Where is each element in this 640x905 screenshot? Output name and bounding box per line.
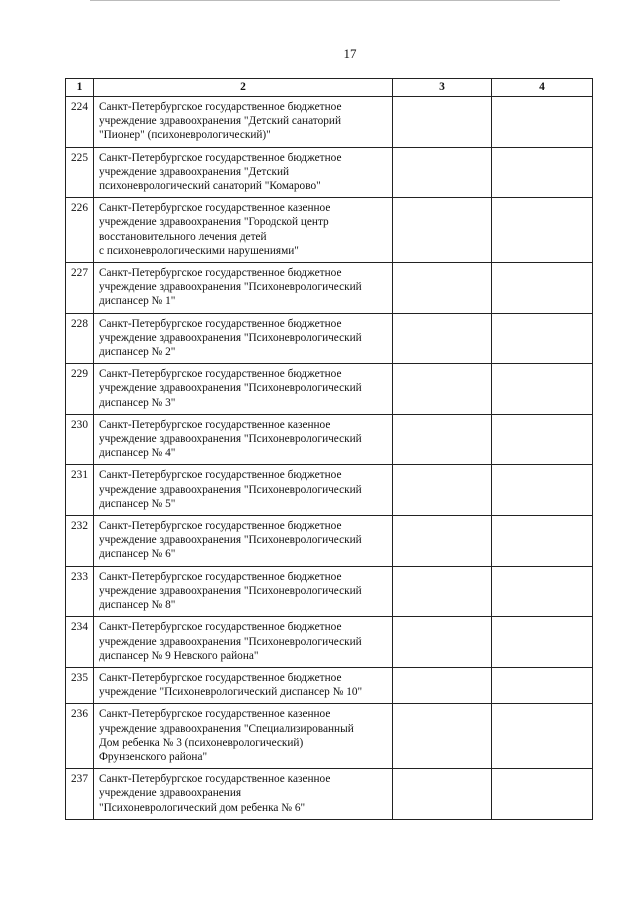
institution-name-line: учреждение здравоохранения "Городской центр xyxy=(99,216,329,229)
row-number: 228 xyxy=(66,313,94,364)
column-4-cell xyxy=(492,516,593,567)
institution-name-line: диспансер № 2" xyxy=(99,346,176,359)
table-row xyxy=(66,414,593,465)
column-3-cell xyxy=(393,198,492,263)
institution-name xyxy=(94,769,393,820)
column-3-cell xyxy=(393,414,492,465)
table-body xyxy=(66,97,593,820)
institution-name-line: учреждение здравоохранения "Детский санаторий xyxy=(99,115,341,128)
institution-name-line: диспансер № 5" xyxy=(99,497,176,510)
column-header-2: 2 xyxy=(94,79,393,97)
institution-name-line: Санкт-Петербургское государственное бюджетное xyxy=(99,520,342,533)
column-3-cell xyxy=(393,465,492,516)
institution-name-line: психоневрологический санаторий "Комарово" xyxy=(99,180,321,193)
column-4-cell xyxy=(492,414,593,465)
institution-name-line: Санкт-Петербургское государственное бюджетное xyxy=(99,621,342,634)
institution-name-line: диспансер № 4" xyxy=(99,447,176,460)
institution-name-line: диспансер № 9 Невского района" xyxy=(99,649,259,662)
institution-name-line: Санкт-Петербургское государственное бюджетное xyxy=(99,267,342,280)
institution-name-line: учреждение здравоохранения "Психоневрологический xyxy=(99,382,362,395)
column-4-cell xyxy=(492,313,593,364)
institution-name-line: Санкт-Петербургское государственное бюджетное xyxy=(99,671,342,684)
table-row xyxy=(66,769,593,820)
institution-name xyxy=(94,667,393,703)
institution-name-line: учреждение здравоохранения "Специализированный xyxy=(99,722,354,735)
column-header-4: 4 xyxy=(492,79,593,97)
page-number: 17 xyxy=(343,46,357,61)
institution-name-line: Санкт-Петербургское государственное бюджетное xyxy=(99,570,342,583)
table-row xyxy=(66,516,593,567)
institution-name-line: Санкт-Петербургское государственное казенное xyxy=(99,708,331,721)
table-row xyxy=(66,617,593,668)
institution-name-line: "Психоневрологический дом ребенка № 6" xyxy=(99,801,306,814)
table-row xyxy=(66,704,593,769)
table-row xyxy=(66,97,593,148)
institution-name-line: учреждение здравоохранения "Психоневрологический xyxy=(99,534,362,547)
column-3-cell xyxy=(393,617,492,668)
row-number: 226 xyxy=(66,198,94,263)
institution-name-line: учреждение "Психоневрологический диспансер № 10" xyxy=(99,686,363,699)
institution-name-line: учреждение здравоохранения xyxy=(99,787,242,800)
institution-name-line: диспансер № 8" xyxy=(99,599,176,612)
column-3-cell xyxy=(393,97,492,148)
table-row xyxy=(66,566,593,617)
institution-name-line: Санкт-Петербургское государственное казенное xyxy=(99,202,331,215)
row-number: 234 xyxy=(66,617,94,668)
scan-top-edge xyxy=(90,0,560,3)
institution-name xyxy=(94,566,393,617)
table-row xyxy=(66,198,593,263)
row-number: 236 xyxy=(66,704,94,769)
table-header-row xyxy=(66,79,593,97)
row-number: 235 xyxy=(66,667,94,703)
institution-name-line: диспансер № 1" xyxy=(99,295,176,308)
column-4-cell xyxy=(492,704,593,769)
institution-name-line: диспансер № 6" xyxy=(99,548,176,561)
row-number: 233 xyxy=(66,566,94,617)
institution-name-line: Санкт-Петербургское государственное казенное xyxy=(99,418,331,431)
table-row xyxy=(66,263,593,314)
column-4-cell xyxy=(492,769,593,820)
institution-name xyxy=(94,465,393,516)
table-row xyxy=(66,313,593,364)
column-3-cell xyxy=(393,769,492,820)
column-4-cell xyxy=(492,617,593,668)
row-number: 227 xyxy=(66,263,94,314)
institution-name-line: Дом ребенка № 3 (психоневрологический) xyxy=(99,736,304,749)
column-3-cell xyxy=(393,147,492,198)
row-number: 232 xyxy=(66,516,94,567)
institution-name xyxy=(94,364,393,415)
institution-name-line: Санкт-Петербургское государственное бюджетное xyxy=(99,469,342,482)
column-3-cell xyxy=(393,263,492,314)
column-3-cell xyxy=(393,704,492,769)
institution-name-line: Санкт-Петербургское государственное бюджетное xyxy=(99,101,342,113)
institution-name xyxy=(94,97,393,148)
column-3-cell xyxy=(393,667,492,703)
institution-name xyxy=(94,516,393,567)
row-number: 224 xyxy=(66,97,94,148)
institution-name-line: учреждение здравоохранения "Психоневрологический xyxy=(99,331,362,344)
column-3-cell xyxy=(393,566,492,617)
table-row xyxy=(66,667,593,703)
institution-name-line: Санкт-Петербургское государственное бюджетное xyxy=(99,151,342,164)
institution-name-line: "Пионер" (психоневрологический)" xyxy=(99,129,271,142)
column-4-cell xyxy=(492,364,593,415)
row-number: 230 xyxy=(66,414,94,465)
institution-name-line: учреждение здравоохранения "Психоневрологический xyxy=(99,281,362,294)
institution-name-line: Санкт-Петербургское государственное бюджетное xyxy=(99,317,342,330)
row-number: 237 xyxy=(66,769,94,820)
institution-name-line: восстановительного лечения детей xyxy=(99,230,267,243)
institution-name xyxy=(94,617,393,668)
column-header-3: 3 xyxy=(393,79,492,97)
institution-name-line: Фрунзенского района" xyxy=(99,750,208,763)
institution-name xyxy=(94,263,393,314)
column-4-cell xyxy=(492,97,593,148)
institution-name xyxy=(94,147,393,198)
institution-name xyxy=(94,313,393,364)
column-3-cell xyxy=(393,364,492,415)
institution-name-line: учреждение здравоохранения "Психоневрологический xyxy=(99,433,362,446)
table-row xyxy=(66,364,593,415)
row-number: 225 xyxy=(66,147,94,198)
institution-name-line: диспансер № 3" xyxy=(99,396,176,409)
column-3-cell xyxy=(393,313,492,364)
table-row xyxy=(66,465,593,516)
institution-name-line: учреждение здравоохранения "Психоневрологический xyxy=(99,483,362,496)
row-number: 231 xyxy=(66,465,94,516)
institution-name-line: учреждение здравоохранения "Детский xyxy=(99,165,290,178)
column-4-cell xyxy=(492,566,593,617)
institution-name-line: Санкт-Петербургское государственное казенное xyxy=(99,773,331,786)
institution-name xyxy=(94,198,393,263)
institution-name-line: учреждение здравоохранения "Психоневрологический xyxy=(99,635,362,648)
institution-name xyxy=(94,704,393,769)
institution-name-line: с психоневрологическими нарушениями" xyxy=(99,244,299,257)
institution-name-line: Санкт-Петербургское государственное бюджетное xyxy=(99,368,342,381)
institutions-table xyxy=(65,78,593,820)
table-row xyxy=(66,147,593,198)
column-3-cell xyxy=(393,516,492,567)
column-4-cell xyxy=(492,198,593,263)
column-4-cell xyxy=(492,263,593,314)
column-header-1: 1 xyxy=(66,79,94,97)
column-4-cell xyxy=(492,465,593,516)
institution-name xyxy=(94,414,393,465)
institution-name-line: учреждение здравоохранения "Психоневрологический xyxy=(99,584,362,597)
column-4-cell xyxy=(492,667,593,703)
column-4-cell xyxy=(492,147,593,198)
row-number: 229 xyxy=(66,364,94,415)
